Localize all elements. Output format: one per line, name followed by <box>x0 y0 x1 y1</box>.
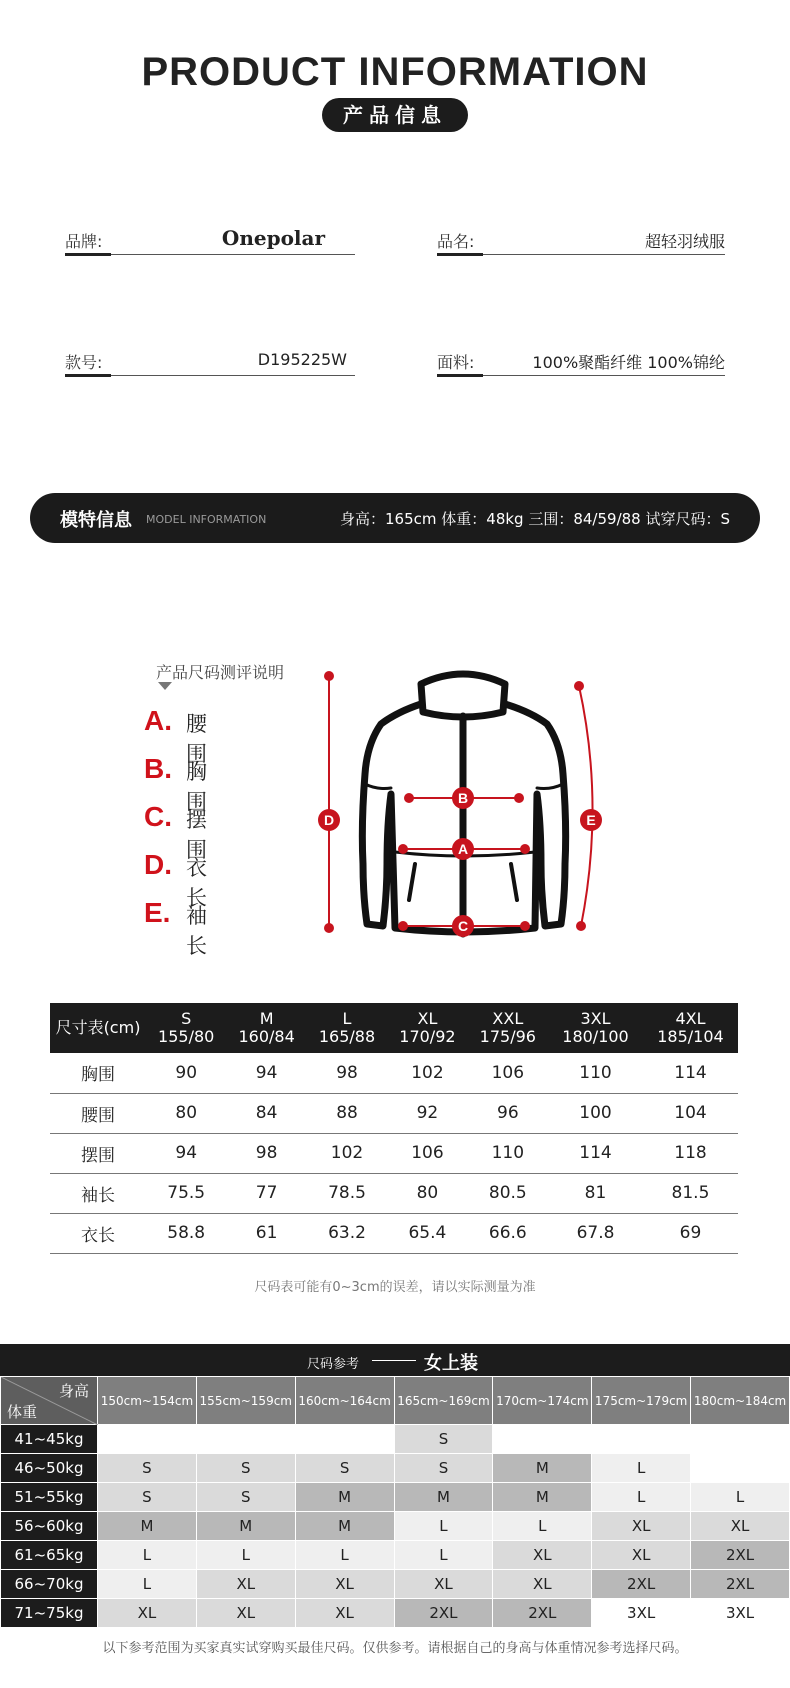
weight-label: 56~60kg <box>1 1512 98 1541</box>
size-cell: 81 <box>548 1173 643 1213</box>
recommended-size-cell: L <box>295 1541 394 1570</box>
size-chart-table <box>50 1003 738 1254</box>
recommended-size-cell: XL <box>196 1570 295 1599</box>
size-cell: 94 <box>226 1053 306 1093</box>
recommended-size-cell: M <box>394 1483 493 1512</box>
height-header-cell: 155cm~159cm <box>196 1377 295 1425</box>
fabric-label: 面料: <box>437 353 475 372</box>
height-header-cell: 160cm~164cm <box>295 1377 394 1425</box>
size-cell: 67.8 <box>548 1213 643 1253</box>
size-col-s: S 155/80 <box>146 1003 226 1053</box>
recommended-size-cell: L <box>98 1541 197 1570</box>
divider <box>372 1360 416 1361</box>
weight-row <box>1 1512 790 1541</box>
row-label: 袖长 <box>50 1173 146 1213</box>
size-cell: 90 <box>146 1053 226 1093</box>
row-label: 衣长 <box>50 1213 146 1253</box>
recommended-size-cell: 2XL <box>394 1599 493 1628</box>
size-col-m: M 160/84 <box>226 1003 306 1053</box>
recommended-size-cell: L <box>592 1483 691 1512</box>
legend-name: 袖长 <box>186 904 207 958</box>
recommended-size-cell: XL <box>394 1570 493 1599</box>
legend-name: 摆围 <box>186 808 207 862</box>
size-cell: 69 <box>643 1213 738 1253</box>
size-chart-row <box>50 1053 738 1093</box>
size-cell: 65.4 <box>387 1213 467 1253</box>
size-cell: 110 <box>548 1053 643 1093</box>
size-chart-note: 尺码表可能有0~3cm的误差，请以实际测量为准 <box>254 1280 536 1295</box>
recommended-size-cell: L <box>394 1541 493 1570</box>
row-label: 胸围 <box>50 1053 146 1093</box>
weight-row <box>1 1541 790 1570</box>
style-number-label: 款号: <box>65 353 103 372</box>
size-cell: 106 <box>387 1133 467 1173</box>
recommended-size-cell: S <box>196 1483 295 1512</box>
size-cell: 98 <box>307 1053 387 1093</box>
marker-a <box>452 838 474 860</box>
size-col-4xl: 4XL 185/104 <box>643 1003 738 1053</box>
legend-name: 衣长 <box>186 856 207 910</box>
recommended-size-cell: XL <box>295 1570 394 1599</box>
section-badge: 产品信息 <box>322 98 468 132</box>
size-col-3xl: 3XL 180/100 <box>548 1003 643 1053</box>
label-underline <box>65 374 111 377</box>
size-cell: 77 <box>226 1173 306 1213</box>
brand-label: 品牌: <box>65 232 103 251</box>
row-label: 腰围 <box>50 1093 146 1133</box>
height-header-cell: 150cm~154cm <box>98 1377 197 1425</box>
recommended-size-cell: S <box>394 1454 493 1483</box>
brand-field <box>65 225 355 255</box>
model-info-title: 模特信息 <box>60 510 132 531</box>
recommended-size-cell: 3XL <box>691 1599 790 1628</box>
size-cell: 80 <box>387 1173 467 1213</box>
size-cell: 84 <box>226 1093 306 1133</box>
size-cell: 114 <box>643 1053 738 1093</box>
weight-row <box>1 1483 790 1512</box>
recommended-size-cell: XL <box>493 1570 592 1599</box>
model-info-details: 身高：165cm 体重：48kg 三围：84/59/88 试穿尺码：S <box>340 510 730 528</box>
size-cell: 66.6 <box>468 1213 548 1253</box>
size-cell: 61 <box>226 1213 306 1253</box>
recommended-size-cell: M <box>196 1512 295 1541</box>
recommended-size-cell: M <box>295 1512 394 1541</box>
size-chart-corner: 尺寸表(cm) <box>50 1003 146 1053</box>
size-chart-row <box>50 1093 738 1133</box>
svg-text:A: A <box>457 841 469 857</box>
size-cell: 102 <box>307 1133 387 1173</box>
weight-label: 51~55kg <box>1 1483 98 1512</box>
model-info-subtitle: MODEL INFORMATION <box>146 513 267 526</box>
weight-corner-label: 体重 <box>7 1403 38 1421</box>
caret-down-icon <box>158 682 172 690</box>
height-header-row <box>1 1377 790 1425</box>
recommended-size-cell: XL <box>592 1512 691 1541</box>
size-chart-header <box>50 1003 738 1053</box>
size-reference-header <box>0 1344 790 1376</box>
recommended-size-cell: XL <box>196 1599 295 1628</box>
size-reference-label: 尺码参考 <box>307 1357 360 1372</box>
legend-name: 腰围 <box>186 712 207 766</box>
svg-text:C: C <box>457 918 469 934</box>
legend-name: 胸围 <box>186 760 207 814</box>
recommended-size-cell: XL <box>691 1512 790 1541</box>
weight-label: 71~75kg <box>1 1599 98 1628</box>
weight-label: 61~65kg <box>1 1541 98 1570</box>
recommended-size-cell: 2XL <box>691 1570 790 1599</box>
size-cell: 118 <box>643 1133 738 1173</box>
recommended-size-cell: M <box>98 1512 197 1541</box>
svg-text:D: D <box>323 812 335 828</box>
size-col-xxl: XXL 175/96 <box>468 1003 548 1053</box>
weight-row <box>1 1599 790 1628</box>
brand-logo: Onepolar <box>221 226 325 250</box>
height-corner-label: 身高 <box>58 1382 89 1400</box>
recommended-size-cell: L <box>98 1570 197 1599</box>
info-row-style <box>65 346 725 376</box>
row-label: 摆围 <box>50 1133 146 1173</box>
recommended-size-cell: L <box>691 1483 790 1512</box>
product-name-value: 超轻羽绒服 <box>644 232 725 251</box>
fabric-value: 100%聚酯纤维 100%锦纶 <box>532 353 725 372</box>
legend-letter: D. <box>144 849 172 880</box>
table-corner <box>1 1377 98 1425</box>
recommended-size-cell <box>295 1425 394 1454</box>
weight-label: 41~45kg <box>1 1425 98 1454</box>
weight-label: 46~50kg <box>1 1454 98 1483</box>
recommended-size-cell <box>592 1425 691 1454</box>
size-cell: 114 <box>548 1133 643 1173</box>
svg-text:B: B <box>457 790 469 806</box>
recommended-size-cell: XL <box>98 1599 197 1628</box>
fabric-field <box>437 346 725 376</box>
jacket-diagram <box>305 664 625 942</box>
weight-label: 66~70kg <box>1 1570 98 1599</box>
label-underline <box>65 253 111 256</box>
weight-row <box>1 1570 790 1599</box>
recommended-size-cell: L <box>196 1541 295 1570</box>
recommended-size-cell: M <box>493 1483 592 1512</box>
recommended-size-cell: 2XL <box>493 1599 592 1628</box>
recommended-size-cell <box>196 1425 295 1454</box>
size-cell: 106 <box>468 1053 548 1093</box>
height-header-cell: 175cm~179cm <box>592 1377 691 1425</box>
recommended-size-cell: XL <box>592 1541 691 1570</box>
model-info-bar <box>30 493 760 543</box>
size-cell: 96 <box>468 1093 548 1133</box>
marker-b <box>452 787 474 809</box>
measurement-heading: 产品尺码测评说明 <box>156 663 285 682</box>
size-col-xl: XL 170/92 <box>387 1003 467 1053</box>
legend-letter: B. <box>144 753 172 784</box>
marker-e <box>580 809 602 831</box>
marker-d <box>318 809 340 831</box>
recommended-size-cell: S <box>295 1454 394 1483</box>
info-row-brand <box>65 225 725 255</box>
recommended-size-cell: L <box>394 1512 493 1541</box>
label-underline <box>437 374 483 377</box>
height-header-cell: 165cm~169cm <box>394 1377 493 1425</box>
recommended-size-cell: M <box>295 1483 394 1512</box>
svg-text:E: E <box>586 812 596 828</box>
weight-row <box>1 1425 790 1454</box>
recommended-size-cell: S <box>98 1483 197 1512</box>
page-title: PRODUCT INFORMATION <box>141 50 649 94</box>
height-header-cell: 170cm~174cm <box>493 1377 592 1425</box>
size-col-l: L 165/88 <box>307 1003 387 1053</box>
size-cell: 58.8 <box>146 1213 226 1253</box>
style-number-value: D195225W <box>257 350 347 369</box>
recommended-size-cell <box>691 1425 790 1454</box>
height-header-cell: 180cm~184cm <box>691 1377 790 1425</box>
size-cell: 88 <box>307 1093 387 1133</box>
size-cell: 78.5 <box>307 1173 387 1213</box>
legend-letter: C. <box>144 801 172 832</box>
legend-letter: E. <box>144 897 171 928</box>
size-chart-row <box>50 1213 738 1253</box>
size-cell: 63.2 <box>307 1213 387 1253</box>
size-cell: 98 <box>226 1133 306 1173</box>
size-cell: 100 <box>548 1093 643 1133</box>
size-reference-table <box>0 1376 790 1628</box>
legend-letter: A. <box>144 705 172 736</box>
recommended-size-cell <box>691 1454 790 1483</box>
recommended-size-cell: L <box>592 1454 691 1483</box>
recommended-size-cell: 3XL <box>592 1599 691 1628</box>
size-cell: 94 <box>146 1133 226 1173</box>
size-cell: 75.5 <box>146 1173 226 1213</box>
size-cell: 110 <box>468 1133 548 1173</box>
size-cell: 92 <box>387 1093 467 1133</box>
label-underline <box>437 253 483 256</box>
size-reference-note: 以下参考范围为买家真实试穿购买最佳尺码。仅供参考。请根据自己的身高与体重情况参考选择尺码。 <box>102 1641 688 1656</box>
size-cell: 81.5 <box>643 1173 738 1213</box>
size-cell: 80 <box>146 1093 226 1133</box>
style-number-field <box>65 346 355 376</box>
size-cell: 102 <box>387 1053 467 1093</box>
size-reference-category: 女上装 <box>424 1353 478 1374</box>
recommended-size-cell: S <box>394 1425 493 1454</box>
weight-row <box>1 1454 790 1483</box>
size-cell: 104 <box>643 1093 738 1133</box>
size-cell: 80.5 <box>468 1173 548 1213</box>
size-chart-row <box>50 1173 738 1213</box>
recommended-size-cell: XL <box>493 1541 592 1570</box>
recommended-size-cell <box>98 1425 197 1454</box>
recommended-size-cell: M <box>493 1454 592 1483</box>
recommended-size-cell: S <box>98 1454 197 1483</box>
recommended-size-cell: S <box>196 1454 295 1483</box>
recommended-size-cell: L <box>493 1512 592 1541</box>
recommended-size-cell: 2XL <box>691 1541 790 1570</box>
size-chart-row <box>50 1133 738 1173</box>
recommended-size-cell: XL <box>295 1599 394 1628</box>
recommended-size-cell <box>493 1425 592 1454</box>
product-name-field <box>437 225 725 255</box>
product-name-label: 品名: <box>437 232 475 251</box>
marker-c <box>452 915 474 937</box>
recommended-size-cell: 2XL <box>592 1570 691 1599</box>
